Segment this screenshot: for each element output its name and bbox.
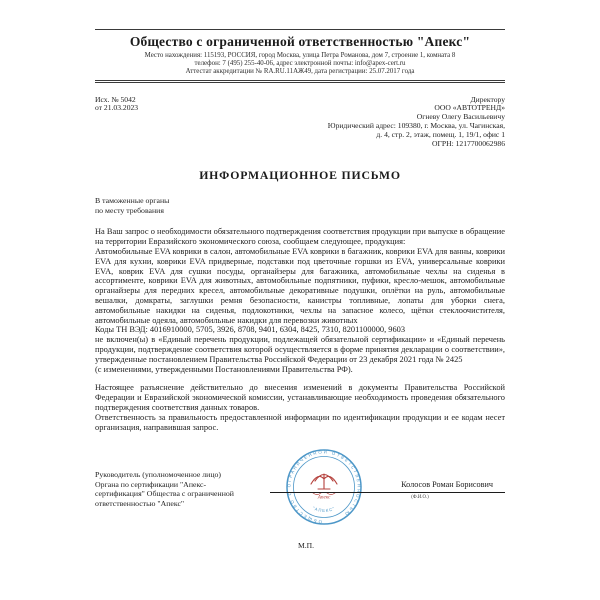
body-paragraph: не включен(ы) в «Единый перечень продукции, подлежащей обязательной сертификации» и «Единый перечень продукции, подтверждение соответствия которой осуществляется в форме принятия декларации о соответствии», утвержденные постановлением Правительства Российской Федерации от 23 декабря 2021 года № 2425 [95, 335, 505, 364]
company-stamp-icon [285, 448, 363, 526]
body-paragraph: Настоящее разъяснение действительно до внесения изменений в документы Правительства Российской Федерации и Евразийской экономической комиссии, устанавливающие необходимость проведения обязательного подтверждения соответствия данных товаров. [95, 383, 505, 412]
stamp-center-text: Апекс [317, 494, 331, 501]
recipient-line: д. 4, стр. 2, этаж, помещ. 1, 19/1, офис 1 [376, 129, 505, 139]
stamp-ring-text: ОБЩЕСТВО С ОГРАНИЧЕННОЙ ОТВЕТСТВЕННОСТЬЮ [286, 449, 362, 525]
signature-line [270, 492, 505, 493]
signature-section [95, 448, 505, 558]
body-paragraph-tnved-codes: Коды ТН ВЭД: 4016910000, 5705, 3926, 8708, 9401, 6304, 8425, 7310, 8201100000, 9603 [95, 325, 406, 335]
header-contact-line: телефон: 7 (495) 255-40-06, адрес электронной почты: info@apex-cert.ru [194, 60, 406, 68]
org-name: Общество с ограниченной ответственностью "Апекс" [129, 34, 471, 49]
body-paragraph: На Ваш запрос о необходимости обязательного подтверждения соответствия продукции при выпуске в обращение на территории Евразийского экономического союза, сообщаем следующее, продукция: [95, 227, 505, 247]
reference-row [95, 96, 505, 149]
letter-content [95, 0, 505, 432]
recipient-line: Огневу Олегу Васильевичу [416, 112, 505, 122]
body-paragraph: Ответственность за правильность предоставленной информации по идентификации продукции и ее кодам несет организация, направившая запрос. [95, 412, 505, 432]
signatory-position-line: Руководитель (уполномоченное лицо) [95, 470, 221, 479]
outgoing-date: от 21.03.2023 [95, 103, 139, 113]
header-bottom-rule [95, 80, 505, 83]
header-address-line: Место нахождения: 115193, РОССИЯ, город Москва, улица Петра Романова, дом 7, строение 1, комната 8 [144, 52, 456, 59]
seal-place-label: М.П. [298, 541, 315, 550]
addressee-note [95, 196, 505, 215]
header-top-rule [95, 29, 505, 30]
signatory-position-line: сертификация" Общества с ограниченной [95, 489, 234, 499]
document-title: ИНФОРМАЦИОННОЕ ПИСЬМО [199, 168, 401, 183]
outgoing-reference [95, 96, 138, 149]
header-accreditation-line: Аттестат аккредитации № RA.RU.11АЖ49, дата регистрации: 25.07.2017 года [185, 68, 415, 76]
signatory-position [95, 470, 265, 508]
recipient-block [328, 96, 505, 149]
header-contacts [95, 52, 505, 77]
recipient-line: ОГРН: 1217700062986 [432, 138, 505, 148]
recipient-line: ООО «АВТОТРЕНД» [434, 103, 505, 113]
outgoing-number: Исх. № 5042 [95, 94, 136, 104]
addressee-note-line: по месту требования [95, 205, 164, 215]
stamp-ring-bottom-text: "АПЕКС" [311, 505, 337, 514]
signatory-name: Колосов Роман Борисович [401, 480, 493, 489]
body-paragraph: (с изменениями, утвержденными Постановлениями Правительства РФ). [95, 364, 353, 374]
recipient-line: Директору [470, 94, 505, 104]
signatory-name-caption: (Ф.И.О.) [411, 495, 429, 500]
recipient-line: Юридический адрес: 109380, г. Москва, ул. Чагинская, [327, 121, 505, 130]
body-paragraph: Автомобильные EVA коврики в салон, автомобильные EVA коврики в багажник, коврики EVA для ванны, коврики EVA для кухни, коврики EVA придверные, подставки под цветочные горшки из EVA, универсальные коврики EVA, коврик EVA для сушки посуды, органайзеры для багажника, автомобильные чехлы на сиденья в ассортименте, коврики EVA для животных, автомобильные подпятники, пуфики, кресло-мешок, автомобильные органайзеры для передних кресел, автомобильные декоративные подушки, оплётки на руль, автомобильные вешалки, домкраты, заглушки ремня безопасности, канистры топливные, лопаты для уборки снега, автомобильные накидки на сиденья, подлокотники, чехлы на запасное колесо, щётки стеклоочистителя, автомобильные одеяла, автомобильные накидки для перевозки животных [95, 246, 505, 325]
signatory-position-line: Органа по сертификации "Апекс- [95, 479, 207, 489]
addressee-note-line: В таможенные органы [95, 196, 170, 206]
letter-body [95, 227, 505, 432]
signatory-position-line: ответственностью "Апекс" [95, 498, 185, 508]
